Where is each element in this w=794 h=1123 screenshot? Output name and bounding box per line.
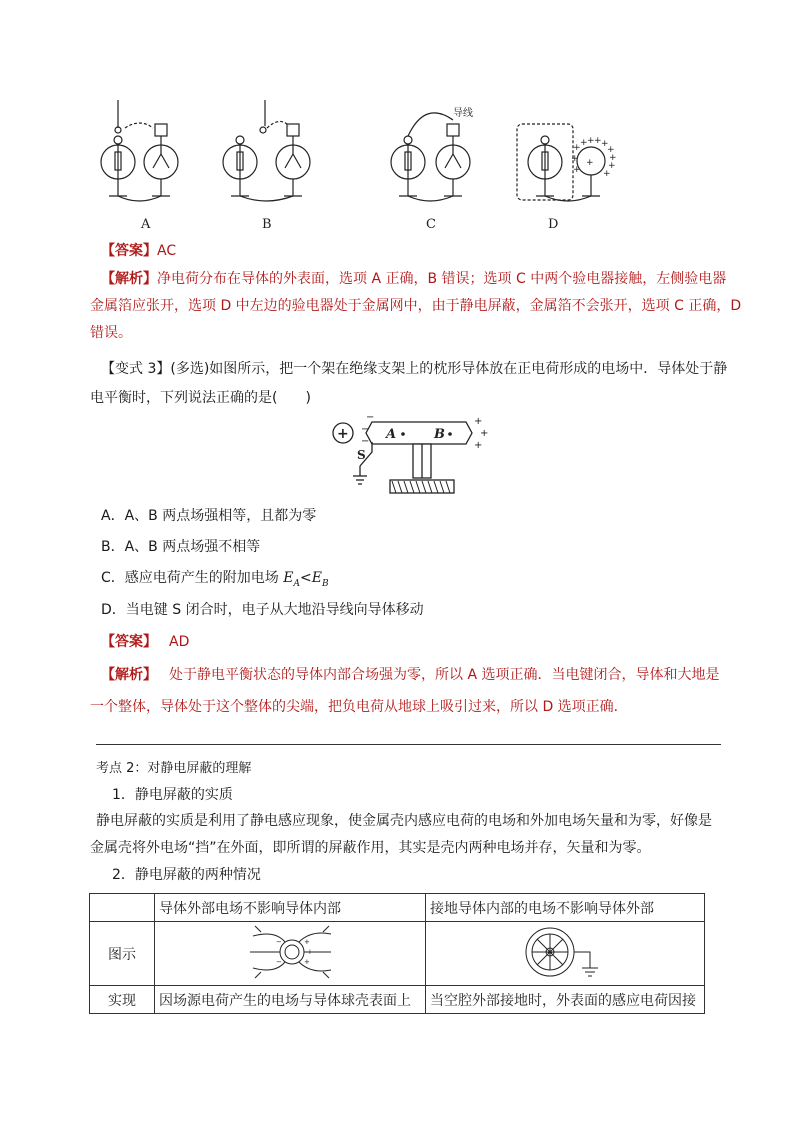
analysis-2-line-2: 一个整体，导体处于这个整体的尖端，把负电荷从地球上吸引过来，所以 D 选项正确．	[90, 699, 628, 715]
svg-text:+: +	[608, 161, 616, 171]
variant-3-line-1: 【变式 3】(多选)如图所示，把一个架在绝缘支架上的枕形导体放在正电荷形成的电场中．导体处于静	[101, 361, 728, 377]
option-b: B．A、B 两点场强不相等	[101, 539, 261, 555]
svg-text:+: +	[304, 937, 310, 946]
conductor-figure	[328, 408, 498, 498]
analysis-1-line-2: 金属箔应张开，选项 D 中左边的验电器处于金属网中，由于静电屏蔽，金属箔不会张开，选项 C 正确，D	[90, 298, 742, 314]
table-diagram-external	[155, 922, 426, 986]
point-a-label: A	[386, 427, 397, 442]
section-divider	[96, 744, 721, 745]
analysis-1-line-3: 错误。	[90, 325, 132, 341]
shielded-sphere-diagram	[245, 924, 335, 980]
table-header-internal: 接地导体内部的电场不影响导体外部	[426, 894, 705, 922]
section-2-para-1: 静电屏蔽的实质是利用了静电感应现象，使金属壳内感应电荷的电场和外加电场矢量和为零，好像是	[96, 813, 712, 829]
figure-label-a: A	[141, 217, 151, 232]
svg-text:+: +	[304, 957, 310, 966]
svg-text:+: +	[573, 165, 581, 175]
svg-text:+: +	[480, 428, 489, 439]
svg-text:+: +	[586, 158, 594, 168]
svg-text:−: −	[276, 957, 282, 966]
figure-label-b: B	[262, 217, 272, 232]
switch-s-label: S	[357, 448, 366, 462]
option-d: D．当电键 S 闭合时，电子从大地沿导线向导体移动	[101, 602, 424, 618]
table-cell-external-impl: 因场源电荷产生的电场与导体球壳表面上	[155, 986, 426, 1014]
section-2-sub-2: 2．静电屏蔽的两种情况	[112, 867, 261, 883]
section-2-para-2: 金属壳将外电场“挡”在外面，即所谓的屏蔽作用，其实是壳内两种电场并存，矢量和为零。	[90, 840, 651, 856]
table-row-label-implementation: 实现	[90, 986, 155, 1014]
svg-text:−: −	[273, 947, 279, 956]
electroscope-figure	[95, 98, 655, 210]
svg-text:+: +	[580, 138, 588, 148]
svg-text:+: +	[601, 139, 609, 149]
wire-label: 导线	[453, 108, 473, 119]
section-2-sub-1: 1．静电屏蔽的实质	[112, 787, 233, 803]
svg-text:+: +	[474, 440, 483, 451]
analysis-tag: 【解析】	[101, 271, 157, 287]
analysis-2-line-1: 【解析】 处于静电平衡状态的导体内部合场强为零，所以 A 选项正确．当电键闭合，导体和大地是	[101, 667, 720, 683]
svg-text:−: −	[366, 412, 375, 423]
answer-tag: 【答案】	[101, 243, 157, 259]
answer-value: AC	[157, 243, 177, 259]
svg-text:+: +	[603, 169, 611, 179]
shielding-table	[89, 893, 705, 1014]
variant-3-line-2: 电平衡时，下列说法正确的是( )	[90, 390, 311, 406]
svg-text:+: +	[607, 145, 615, 155]
svg-text:+: +	[594, 136, 602, 146]
table-diagram-internal	[426, 922, 705, 986]
table-cell-internal-impl: 当空腔外部接地时，外表面的感应电荷因接	[426, 986, 705, 1014]
table-header-empty	[90, 894, 155, 922]
option-c: C．感应电荷产生的附加电场 $E_A<E_B$	[101, 570, 329, 589]
svg-text:+: +	[571, 154, 579, 164]
source-plus-sign: +	[337, 426, 349, 442]
svg-text:+: +	[573, 143, 581, 153]
option-a: A．A、B 两点场强相等，且都为零	[101, 508, 317, 524]
svg-text:+: +	[307, 947, 313, 956]
answer-1	[101, 241, 176, 261]
figure-label-c: C	[426, 217, 436, 232]
svg-text:−: −	[361, 424, 370, 435]
svg-text:+: +	[609, 153, 617, 163]
grounded-shell-diagram	[510, 924, 620, 980]
svg-text:+: +	[587, 136, 595, 146]
svg-text:−: −	[276, 937, 282, 946]
table-header-external: 导体外部电场不影响导体内部	[155, 894, 426, 922]
analysis-1-line-1	[101, 269, 726, 289]
analysis-text: 净电荷分布在导体的外表面，选项 A 正确，B 错误；选项 C 中两个验电器接触，左侧验电器	[157, 271, 727, 287]
table-row-label-diagram: 图示	[90, 922, 155, 986]
point-b-label: B	[434, 427, 445, 442]
answer-2: 【答案】 AD	[101, 634, 190, 650]
figure-label-d: D	[548, 217, 559, 232]
svg-text:+: +	[474, 416, 483, 427]
svg-text:−: −	[361, 436, 370, 447]
section-2-heading: 考点 2：对静电屏蔽的理解	[96, 761, 252, 776]
svg-text:+: +	[547, 948, 553, 957]
